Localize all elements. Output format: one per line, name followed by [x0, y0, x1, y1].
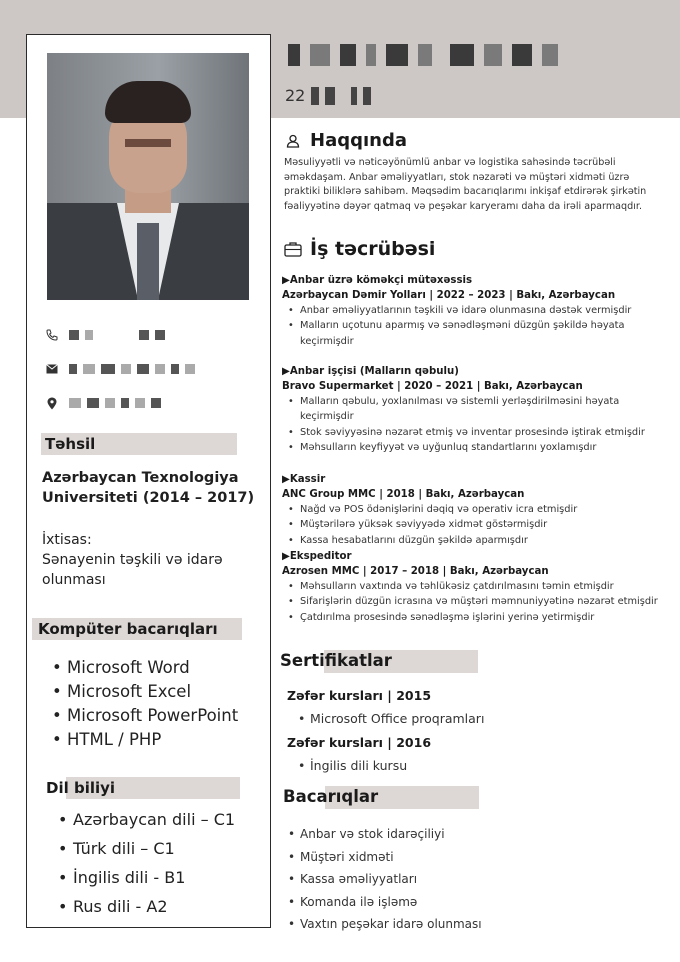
job-entry	[282, 364, 668, 456]
education-heading: Təhsil	[45, 435, 95, 453]
job-bullet: • Məhsulların vaxtında və təhlükəsiz çatdırılmasını təmin etmişdir	[286, 579, 668, 594]
languages-list	[58, 805, 235, 921]
certificate-provider: Zəfər kursları | 2016	[287, 735, 432, 750]
job-title: ▶Kassir	[282, 474, 326, 485]
certificate-course: • Microsoft Office proqramları	[298, 711, 484, 726]
experience-heading	[284, 238, 435, 260]
job-bullet: • Malların uçotunu aparmış və sənədləşməni düzgün şəkildə həyata keçirmişdir	[286, 318, 668, 349]
experience-heading-text: İş təcrübəsi	[310, 238, 436, 260]
computer-skill-item: • Microsoft Excel	[52, 680, 238, 704]
job-bullet: • Müştərilərə yüksək səviyyədə xidmət göstərmişdir	[286, 517, 668, 532]
language-item: • Türk dili – C1	[58, 834, 235, 863]
education-specialty-line2: olunması	[42, 572, 106, 588]
skills-list	[288, 823, 482, 936]
job-company: Azrosen MMC | 2017 – 2018 | Bakı, Azərbaycan	[282, 566, 549, 577]
about-heading-text: Haqqında	[310, 130, 407, 151]
computer-skills-heading: Kompüter bacarıqları	[38, 620, 218, 638]
location-icon	[45, 396, 59, 410]
job-bullet: • Stok səviyyəsinə nəzarət etmiş və inventar prosesində iştirak etmişdir	[286, 425, 668, 440]
language-item: • İngilis dili - B1	[58, 863, 235, 892]
subtitle-number: 22	[285, 86, 306, 105]
computer-skill-item: • Microsoft PowerPoint	[52, 704, 238, 728]
skill-item: • Anbar və stok idarəçiliyi	[288, 823, 482, 846]
skill-item: • Vaxtın peşəkar idarə olunması	[288, 913, 482, 936]
contact-location	[45, 395, 161, 411]
name-redacted	[288, 44, 558, 66]
contact-email	[45, 361, 195, 377]
education-school: Azərbaycan Texnologiya Universiteti (2014 – 2017)	[42, 470, 255, 506]
about-text: Məsuliyyətli və nəticəyönümlü anbar və logistika sahəsində təcrübəli əməkdaşam. Anbar əməliyyatları, stok nəzarəti və müştəri xidməti üzrə praktiki biliklərə sahibəm. Məqsədim bacarıqlarımı inkişaf etdirərək şirkətin fəaliyyətinə dəyər qatmaq və peşəkar karyeramı daha da irəli aparmaqdır.	[284, 157, 647, 212]
user-icon	[284, 132, 302, 150]
job-bullet: • Sifarişlərin düzgün icrasına və müştəri məmnuniyyətinə nəzarət etmişdir	[286, 594, 668, 609]
computer-skill-item: • HTML / PHP	[52, 728, 238, 752]
email-icon	[45, 362, 59, 376]
education-specialty-label: İxtisas:	[42, 532, 92, 548]
language-item: • Azərbaycan dili – C1	[58, 805, 235, 834]
certificate-course: • İngilis dili kursu	[298, 758, 407, 773]
computer-skills-list	[52, 656, 238, 752]
skills-heading: Bacarıqlar	[283, 787, 378, 806]
certificate-provider: Zəfər kursları | 2015	[287, 688, 432, 703]
job-bullet: • Anbar əməliyyatlarının təşkili və idarə olunmasına dəstək vermişdir	[286, 303, 668, 318]
job-bullet: • Nağd və POS ödənişlərini dəqiq və operativ icra etmişdir	[286, 502, 668, 517]
skill-item: • Müştəri xidməti	[288, 846, 482, 869]
job-company: Bravo Supermarket | 2020 – 2021 | Bakı, Azərbaycan	[282, 381, 583, 392]
languages-heading: Dil biliyi	[46, 779, 115, 797]
job-bullet: • Malların qəbulu, yoxlanılması və sistemli yerləşdirilməsini həyata keçirmişdir	[286, 394, 668, 425]
job-bullet: • Kassa hesabatlarını düzgün şəkildə aparmışdır	[286, 533, 668, 548]
phone-icon	[45, 328, 59, 342]
job-company: Azərbaycan Dəmir Yolları | 2022 – 2023 | Bakı, Azərbaycan	[282, 290, 616, 301]
computer-skill-item: • Microsoft Word	[52, 656, 238, 680]
skill-item: • Komanda ilə işləmə	[288, 891, 482, 914]
briefcase-icon	[284, 240, 302, 258]
job-entry	[282, 472, 668, 548]
certificates-heading: Sertifikatlar	[280, 651, 392, 670]
address-redacted	[69, 398, 161, 408]
job-entry	[282, 273, 668, 349]
job-company: ANC Group MMC | 2018 | Bakı, Azərbaycan	[282, 489, 525, 500]
language-item: • Rus dili - A2	[58, 892, 235, 921]
education-specialty-line1: Sənayenin təşkili və idarə	[42, 552, 223, 568]
subtitle-row	[285, 86, 371, 105]
email-redacted	[69, 364, 195, 374]
contact-phone	[45, 327, 165, 343]
job-title: ▶Ekspeditor	[282, 551, 352, 562]
job-title: ▶Anbar üzrə köməkçi mütəxəssis	[282, 275, 473, 286]
job-title: ▶Anbar işçisi (Malların qəbulu)	[282, 366, 459, 377]
skill-item: • Kassa əməliyyatları	[288, 868, 482, 891]
job-entry	[282, 549, 668, 625]
phone-redacted	[69, 330, 165, 340]
job-bullet: • Çatdırılma prosesində sənədləşmə işlərini yerinə yetirmişdir	[286, 610, 668, 625]
about-heading	[284, 130, 407, 151]
job-bullet: • Məhsulların keyfiyyət və uyğunluq standartlarını yoxlamışdır	[286, 440, 668, 455]
profile-photo	[47, 53, 249, 300]
